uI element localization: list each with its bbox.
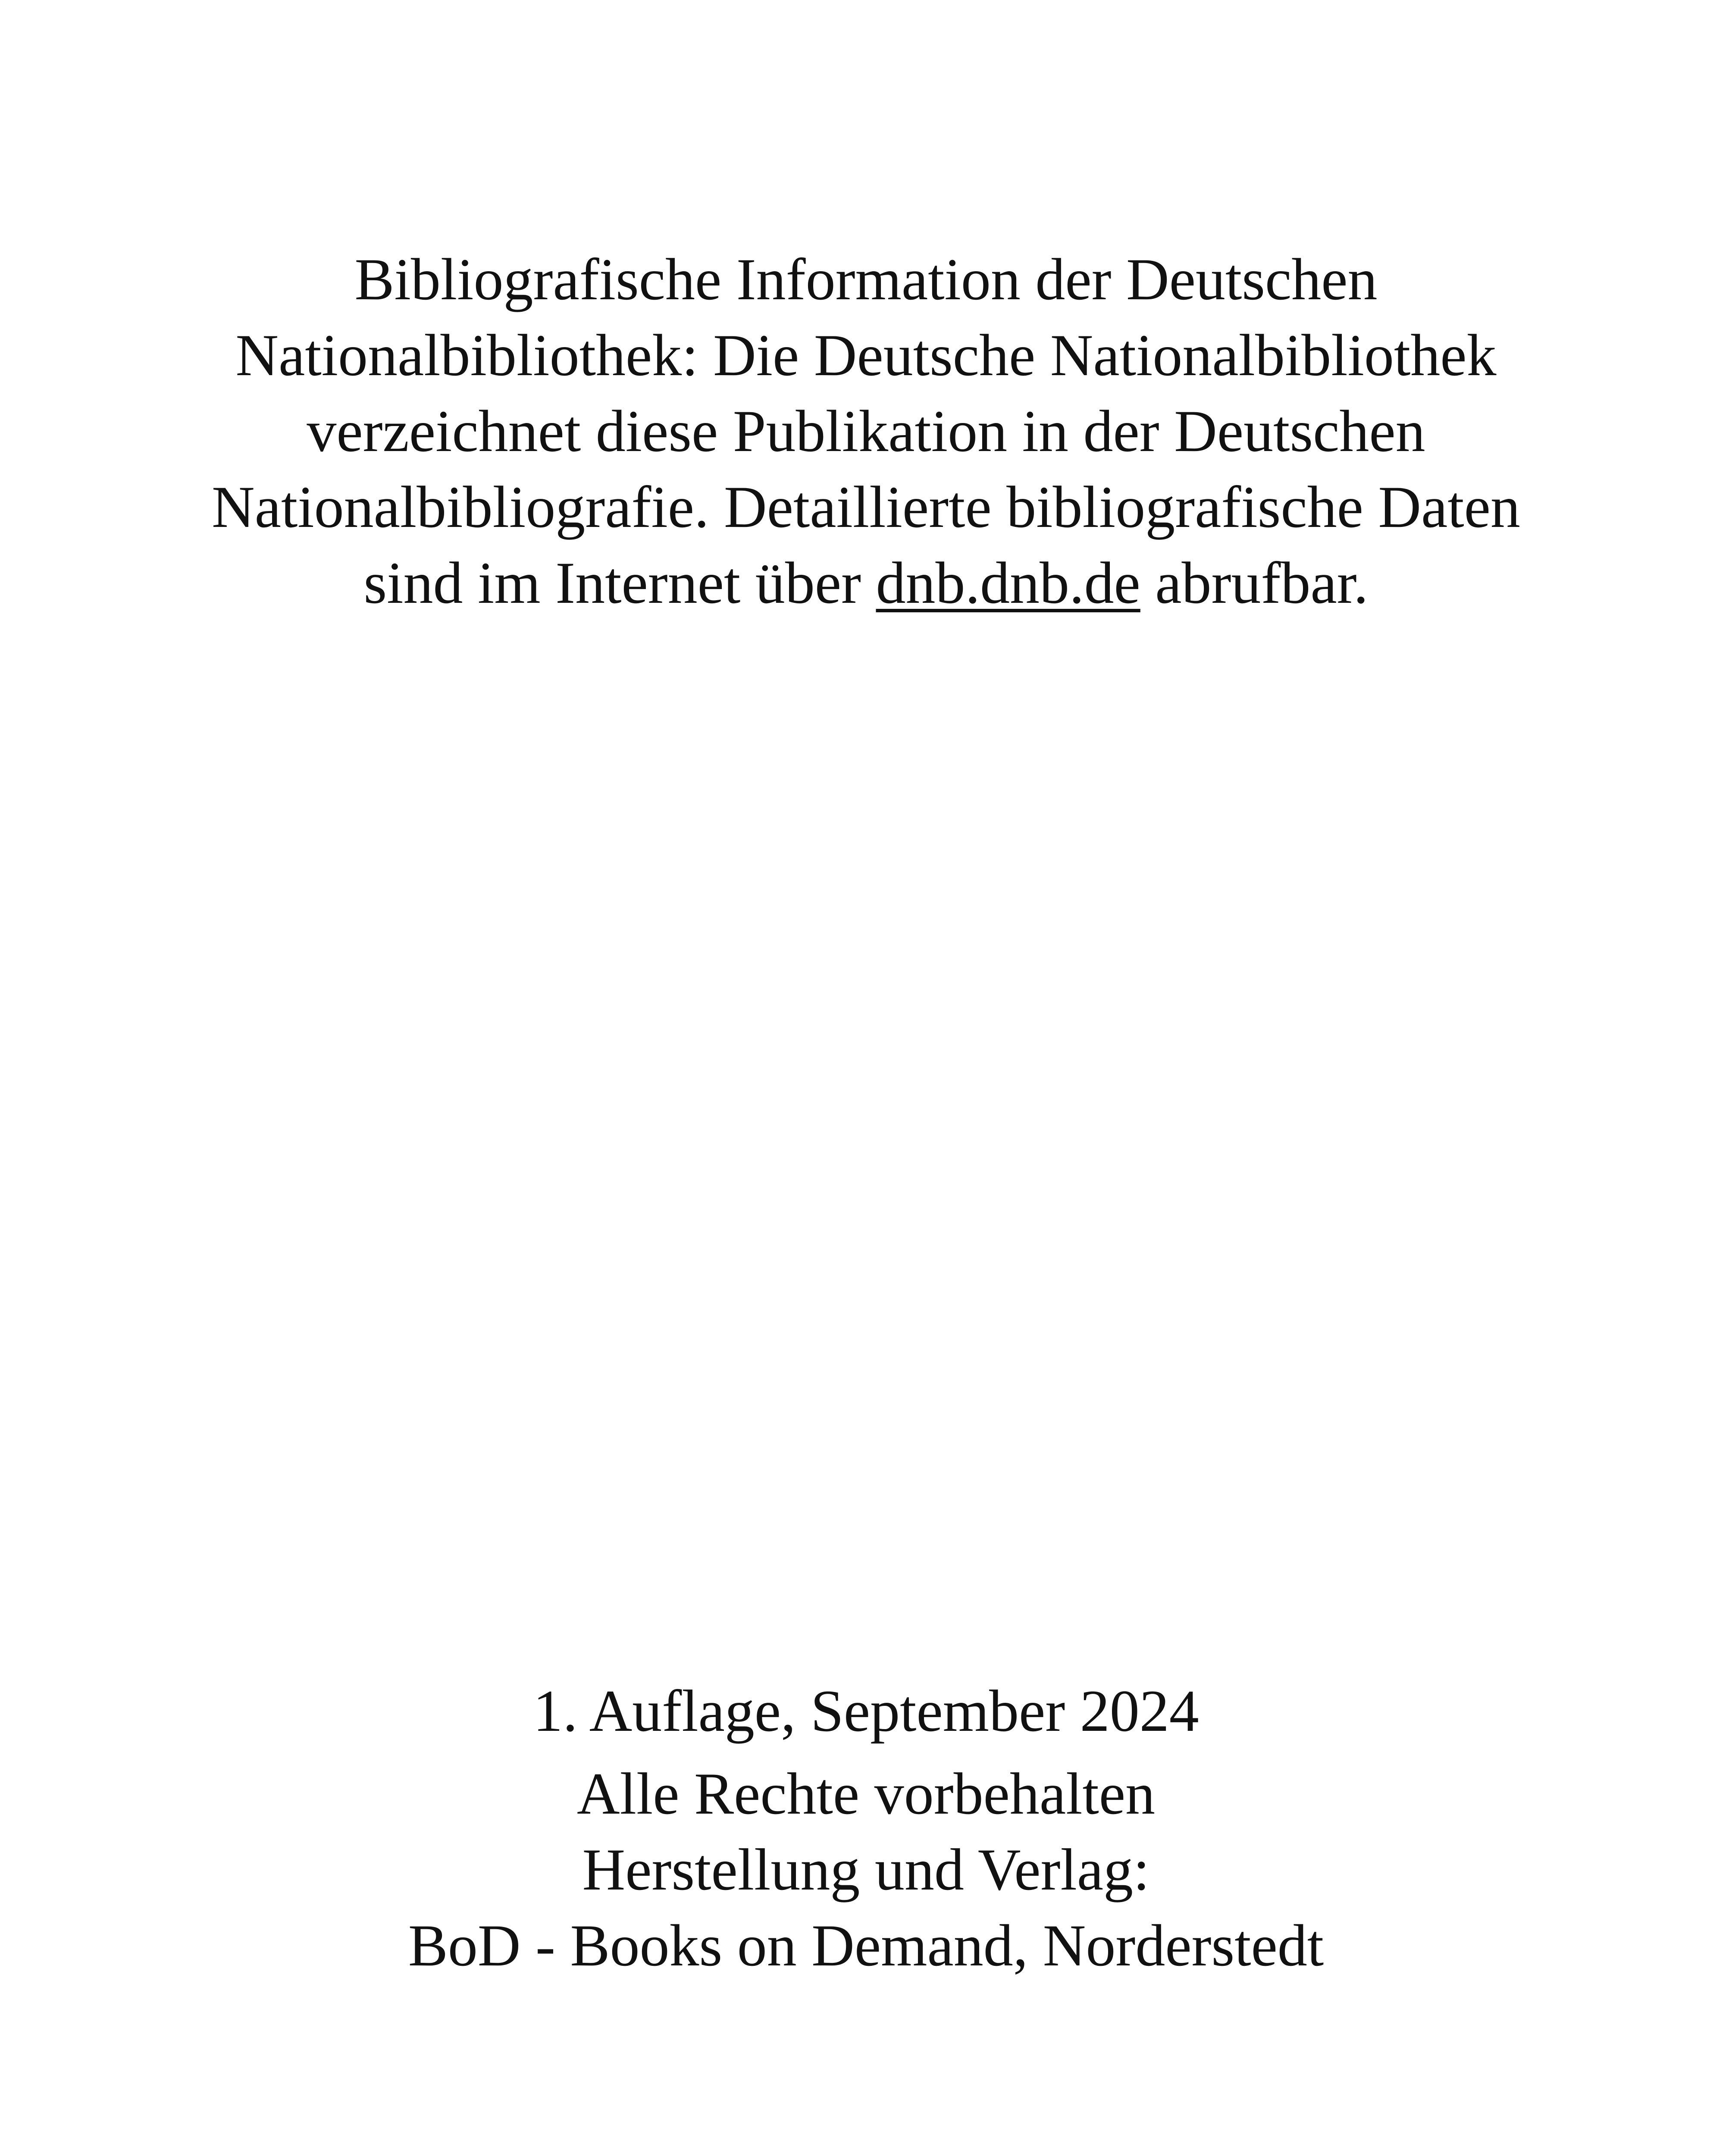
internet-text-prefix: sind im Internet über (363, 550, 861, 616)
bibliographic-notice-line-2: Nationalbibliothek: Die Deutsche Nationalbibliothek (235, 322, 1497, 388)
bibliographic-notice-line-5 (0, 545, 1732, 621)
rights-statement: Alle Rechte vorbehalten (576, 1761, 1156, 1827)
bibliographic-notice (0, 241, 1732, 621)
bibliographic-notice-line-1: Bibliografische Information der Deutschen (354, 246, 1378, 312)
production-label: Herstellung und Verlag: (582, 1836, 1150, 1902)
internet-text-suffix: abrufbar. (1155, 550, 1369, 616)
imprint-block (0, 1673, 1732, 1984)
edition-statement: 1. Auflage, September 2024 (533, 1678, 1199, 1744)
publisher-name: BoD - Books on Demand, Norderstedt (408, 1912, 1324, 1978)
bibliographic-notice-line-4: Nationalbibliografie. Detaillierte bibliografische Daten (212, 474, 1520, 540)
bibliographic-notice-line-3: verzeichnet diese Publikation in der Deutschen (307, 398, 1425, 464)
dnb-link[interactable]: dnb.dnb.de (876, 550, 1140, 616)
